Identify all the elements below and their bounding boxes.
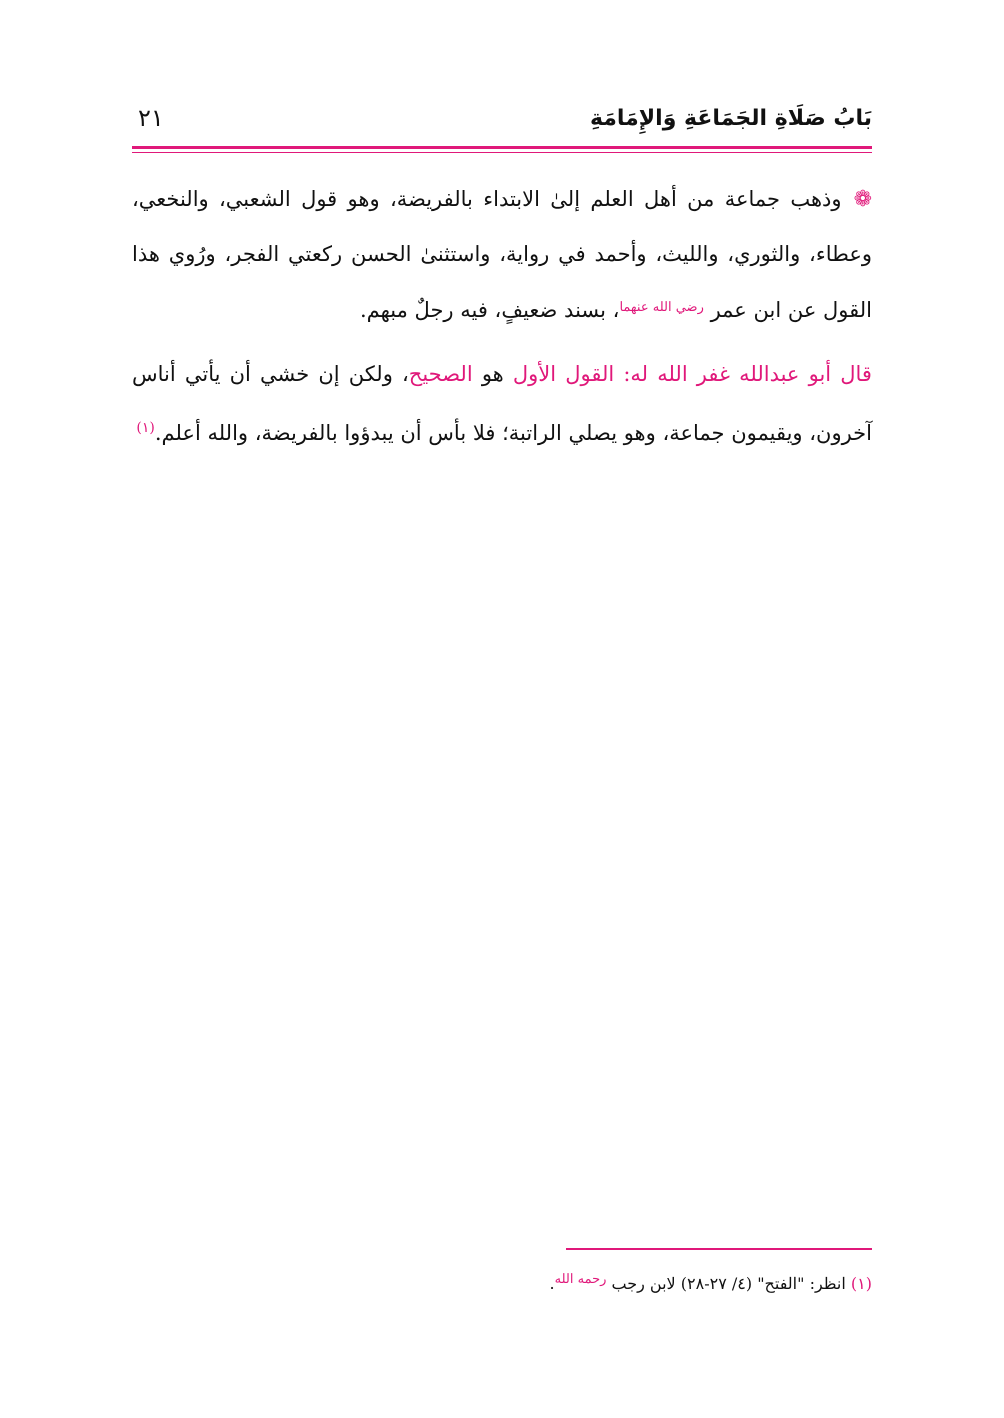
- footnote-reference[interactable]: (١): [136, 420, 155, 436]
- chapter-title: بَابُ صَلَاةِ الجَمَاعَةِ وَالإِمَامَةِ: [589, 106, 872, 131]
- page-number: ٢١: [138, 104, 164, 132]
- footnote-ending: .: [549, 1274, 555, 1293]
- footnote-rule: [566, 1248, 872, 1250]
- footnote-text: انظر: "الفتح" (٤/ ٢٧-٢٨) لابن رجب: [611, 1274, 846, 1293]
- footnote-number: (١): [850, 1274, 872, 1293]
- correct-label: الصحيح: [408, 362, 473, 386]
- paragraph-2-text: هو: [481, 362, 504, 386]
- paragraph-2: [132, 347, 872, 460]
- header-rule-thick: [132, 146, 872, 149]
- author-label: قال أبو عبدالله غفر الله له:: [623, 362, 872, 386]
- paragraph-1: [132, 172, 872, 337]
- first-opinion-label: القول الأول: [512, 362, 615, 386]
- paragraph-2-ending: ، ولكن إن خشي أن يأتي أناس آخرون، ويقيمون جماعة، وهو يصلي الراتبة؛ فلا بأس أن يبدؤوا بالفريضة، والله أعلم.: [132, 362, 872, 445]
- footnote: [132, 1266, 872, 1298]
- paragraph-1-ending: ، بسند ضعيفٍ، فيه رجلٌ مبهم.: [359, 298, 620, 322]
- page-header: [132, 98, 872, 146]
- paragraph-1-text: وذهب جماعة من أهل العلم إلىٰ الابتداء بالفريضة، وهو قول الشعبي، والنخعي، وعطاء، والثوري، والليث، وأحمد في رواية، واستثنىٰ الحسن ركعتي الفجر، ورُوي هذا القول عن ابن عمر: [132, 187, 872, 322]
- footnote-honorific-glyph: رحمه الله: [554, 1272, 607, 1287]
- honorific-glyph: رضي الله عنهما: [619, 300, 704, 315]
- flower-ornament-icon: ❁: [853, 187, 872, 212]
- main-text: [132, 172, 872, 460]
- header-rule-thin: [132, 152, 872, 153]
